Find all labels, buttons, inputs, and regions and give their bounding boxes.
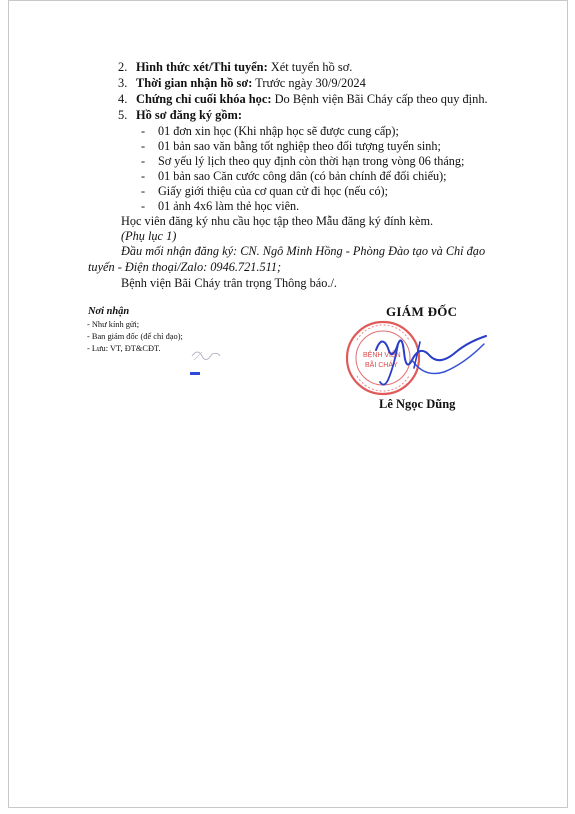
document-text: 01 ảnh 4x6 làm thẻ học viên. (158, 199, 300, 213)
item-assessment-method (118, 59, 352, 75)
document-list-item: - 01 bản sao văn bằng tốt nghiệp theo đối tượng tuyển sinh; (141, 139, 441, 153)
director-title: GIÁM ĐỐC (386, 304, 458, 319)
item-label: Thời gian nhận hồ sơ: (136, 76, 253, 90)
document-text: 01 bản sao văn bằng tốt nghiệp theo đối tượng tuyển sinh; (158, 139, 441, 153)
contact-line: Đầu mối nhận đăng ký: CN. Ngô Minh Hồng - Phòng Đào tạo và Chỉ đạo (121, 244, 486, 258)
document-page (8, 0, 568, 808)
document-text: 01 đơn xin học (Khi nhập học sẽ được cung cấp); (158, 124, 399, 138)
recipient-item: - Như kính gửi; (87, 320, 140, 329)
document-text: Giấy giới thiệu của cơ quan cử đi học (nếu có); (158, 184, 388, 198)
closing-statement: Bệnh viện Bãi Cháy trân trọng Thông báo./. (121, 276, 337, 290)
appendix-reference: (Phụ lục 1) (121, 229, 177, 243)
item-label: Hồ sơ đăng ký gồm: (136, 108, 243, 122)
item-value: Do Bệnh viện Bãi Cháy cấp theo quy định. (271, 92, 488, 106)
document-text: 01 bản sao Căn cước công dân (có bản chính để đối chiếu); (158, 169, 447, 183)
recipient-item: - Ban giám đốc (để chỉ đạo); (87, 332, 183, 341)
recipient-item: - Lưu: VT, ĐT&CĐT. (87, 344, 161, 353)
item-number: 3. (118, 76, 128, 90)
director-name: Lê Ngọc Dũng (379, 397, 456, 411)
item-value: Xét tuyển hồ sơ. (267, 60, 353, 74)
item-application-documents (118, 107, 242, 123)
item-submission-deadline (118, 75, 366, 91)
document-list-item: - Giấy giới thiệu của cơ quan cử đi học (nếu có); (141, 184, 388, 198)
stamp-text: BÃI CHÁY (365, 362, 398, 369)
register-note: Học viên đăng ký nhu cầu học tập theo Mẫu đăng ký đính kèm. (121, 214, 434, 228)
item-number: 4. (118, 92, 128, 106)
contact-line: tuyến - Điện thoại/Zalo: 0946.721.511; (88, 260, 282, 274)
item-number: 5. (118, 108, 128, 122)
item-certificate (118, 91, 488, 107)
document-list-item: - 01 ảnh 4x6 làm thẻ học viên. (141, 199, 300, 213)
document-list-item: - Sơ yếu lý lịch theo quy định còn thời hạn trong vòng 06 tháng; (141, 154, 465, 168)
stamp-text: BỆNH VIỆN (363, 352, 401, 359)
document-list-item: - 01 đơn xin học (Khi nhập học sẽ được cung cấp); (141, 124, 399, 138)
item-value: Trước ngày 30/9/2024 (252, 76, 366, 90)
item-label: Hình thức xét/Thi tuyển: (136, 60, 268, 74)
initials-mark (190, 342, 230, 378)
item-number: 2. (118, 60, 128, 74)
document-list-item: - 01 bản sao Căn cước công dân (có bản chính để đối chiếu); (141, 169, 447, 183)
recipients-title: Nơi nhận (88, 306, 130, 317)
document-text: Sơ yếu lý lịch theo quy định còn thời hạn trong vòng 06 tháng; (158, 154, 465, 168)
director-signature (368, 322, 493, 397)
item-label: Chứng chỉ cuối khóa học: (136, 92, 272, 106)
